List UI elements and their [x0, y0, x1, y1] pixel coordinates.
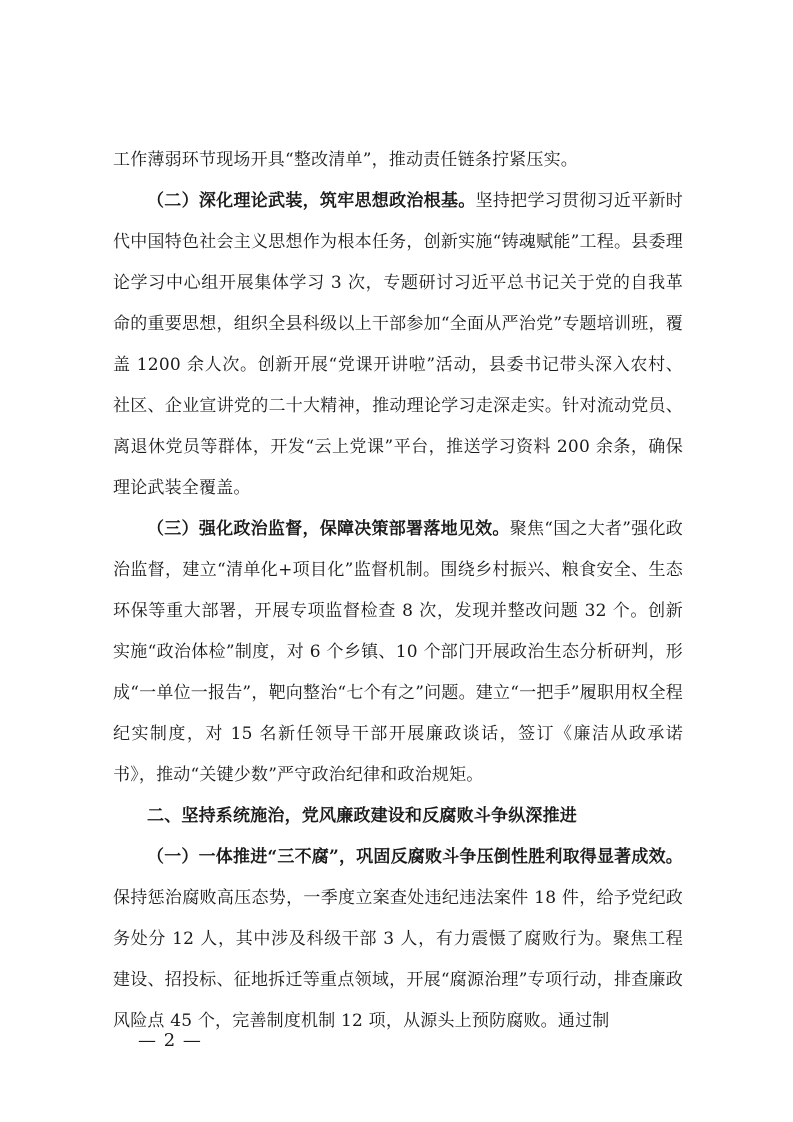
subsection-title: （三）强化政治监督，保障决策部署落地见效。: [147, 519, 510, 539]
paragraph-text: 工作薄弱环节现场开具“整改清单”，推动责任链条拧紧压实。: [113, 150, 578, 170]
paragraph-anticorruption: [113, 837, 683, 1042]
paragraph-theory: [113, 181, 683, 509]
body-text: [113, 140, 683, 1042]
section-heading: 二、坚持系统施治，党风廉政建设和反腐败斗争纵深推进: [147, 806, 577, 826]
paragraph-text: 聚焦“国之大者”强化政治监督，建立“清单化+项目化”监督机制。围绕乡村振兴、粮食安全、生态环保等重大部署，开展专项监督检查 8 次，发现并整改问题 32 个。创新实施“政治体检”制度，对 6 个乡镇、10 个部门开展政治生态分析研判，形成“一单位一报告”，靶向整治“七个有之”问题。建立“一把手”履职用权全程纪实制度，对 15 名新任领导干部开展廉政谈话，签订《廉洁从政承诺书》，推动“关键少数”严守政治纪律和政治规矩。: [113, 519, 683, 785]
paragraph-text: 坚持把学习贯彻习近平新时代中国特色社会主义思想作为根本任务，创新实施“铸魂赋能”工程。县委理论学习中心组开展集体学习 3 次，专题研讨习近平总书记关于党的自我革命的重要思想，组织全县科级以上干部参加“全面从严治党”专题培训班，覆盖 1200 余人次。创新开展“党课开讲啦”活动，县委书记带头深入农村、社区、企业宣讲党的二十大精神，推动理论学习走深走实。针对流动党员、离退休党员等群体，开发“云上党课”平台，推送学习资料 200 余条，确保理论武装全覆盖。: [113, 191, 683, 498]
subsection-title: （二）深化理论武装，筑牢思想政治根基。: [147, 191, 476, 211]
paragraph-text: 保持惩治腐败高压态势，一季度立案查处违纪违法案件 18 件，给予党纪政务处分 12 人，其中涉及科级干部 3 人，有力震慑了腐败行为。聚焦工程建设、招投标、征地拆迁等重点领域，开展“腐源治理”专项行动，排查廉政风险点 45 个，完善制度机制 12 项，从源头上预防腐败。通过制: [113, 888, 683, 1031]
paragraph-continued: [113, 140, 683, 181]
page-number: — 2 —: [138, 1030, 202, 1051]
paragraph-supervision: [113, 509, 683, 796]
subsection-title: （一）一体推进“三不腐”，巩固反腐败斗争压倒性胜利取得显著成效。: [147, 847, 683, 867]
